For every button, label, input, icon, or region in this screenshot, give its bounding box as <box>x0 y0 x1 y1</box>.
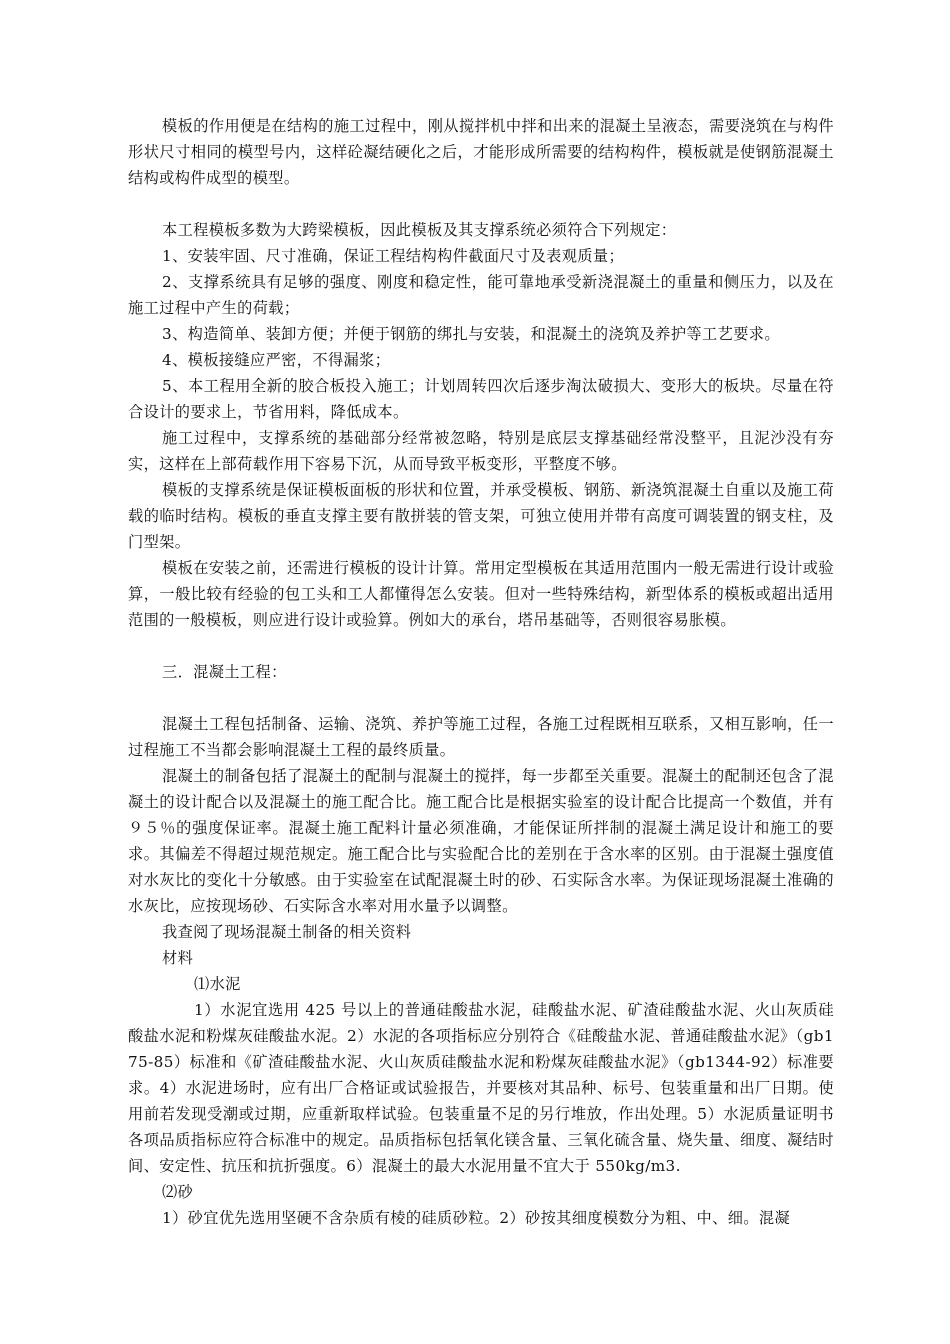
paragraph-design-calculation: 模板在安装之前，还需进行模板的设计计算。常用定型模板在其适用范围内一般无需进行设计或验算，一般比较有经验的包工头和工人都懂得怎么安装。但对一些特殊结构，新型体系的模板或超出适用范围的一般模板，则应进行设计或验算。例如大的承台，塔吊基础等，否则很容易胀模。 <box>128 559 834 629</box>
paragraph-concrete-process: 混凝土工程包括制备、运输、浇筑、养护等施工过程，各施工过程既相互联系，又相互影响，任一过程施工不当都会影响混凝土工程的最终质量。 <box>128 715 834 759</box>
rule-item-4: 4、模板接缝应严密，不得漏浆； <box>162 351 391 369</box>
paragraph-cement-requirements: 1）水泥宜选用 425 号以上的普通硅酸盐水泥，硅酸盐水泥、矿渣硅酸盐水泥、火山灰质硅酸盐水泥和粉煤灰硅酸盐水泥。2）水泥的各项指标应分别符合《硅酸盐水泥、普通硅酸盐水泥》（gb175-85）标准和《矿渣硅酸盐水泥、火山灰质硅酸盐水泥和粉煤灰硅酸盐水泥》（gb1344-92）标准要求。4）水泥进场时，应有出厂合格证或试验报告，并要核对其品种、标号、包装重量和出厂日期。使用前若发现受潮或过期，应重新取样试验。包装重量不足的另行堆放，作出处理。5）水泥质量证明书各项品质指标应符合标准中的规定。品质指标包括氧化镁含量、三氧化硫含量、烧失量、细度、凝结时间、安定性、抗压和抗折强度。6）混凝土的最大水泥用量不宜大于 550kg/m3. <box>128 1001 834 1175</box>
section-heading-concrete: 三．混凝土工程： <box>162 663 287 681</box>
document-body <box>128 113 834 1231</box>
paragraph-formwork-purpose: 模板的作用便是在结构的施工过程中，刚从搅拌机中拌和出来的混凝土呈液态，需要浇筑在与构件形状尺寸相同的模型号内，这样砼凝结硬化之后，才能形成所需要的结构构件，模板就是使钢筋混凝土结构或构件成型的模型。 <box>128 117 834 187</box>
paragraph-materials-label: 材料 <box>162 949 194 967</box>
paragraph-concrete-preparation: 混凝土的制备包括了混凝土的配制与混凝土的搅拌，每一步都至关重要。混凝土的配制还包含了混凝土的设计配合以及混凝土的施工配合比。施工配合比是根据实验室的设计配合比提高一个数值，并有９５％的强度保证率。混凝土施工配料计量必须准确，才能保证所拌制的混凝土满足设计和施工的要求。其偏差不得超过规范规定。施工配合比与实验配合比的差别在于含水率的区别。由于混凝土强度值对水灰比的变化十分敏感。由于实验室在试配混凝土时的砂、石实际含水率。为保证现场混凝土准确的水灰比，应按现场砂、石实际含水率对用水量予以调整。 <box>128 767 834 915</box>
paragraph-sand-requirements: 1）砂宜优先选用坚硬不含杂质有棱的硅质砂粒。2）砂按其细度模数分为粗、中、细。混凝 <box>162 1209 791 1227</box>
rule-item-2: 2、支撑系统具有足够的强度、刚度和稳定性，能可靠地承受新浇混凝土的重量和侧压力，以及在施工过程中产生的荷载； <box>128 273 834 317</box>
rule-item-5: 5、本工程用全新的胶合板投入施工；计划周转四次后逐步淘汰破损大、变形大的板块。尽量在符合设计的要求上，节省用料，降低成本。 <box>128 377 834 421</box>
subheading-cement: ⑴水泥 <box>194 975 241 993</box>
blank-line <box>128 685 834 711</box>
paragraph-formwork-rules-intro: 本工程模板多数为大跨梁模板，因此模板及其支撑系统必须符合下列规定： <box>162 221 677 239</box>
rule-item-3: 3、构造简单、装卸方便；并便于钢筋的绑扎与安装，和混凝土的浇筑及养护等工艺要求。 <box>162 325 780 343</box>
paragraph-support-system: 模板的支撑系统是保证模板面板的形状和位置，并承受模板、钢筋、新浇筑混凝土自重以及施工荷载的临时结构。模板的垂直支撑主要有散拼装的管支架，可独立使用并带有高度可调装置的钢支柱，及门型架。 <box>128 481 834 551</box>
paragraph-support-foundation: 施工过程中，支撑系统的基础部分经常被忽略，特别是底层支撑基础经常没整平，且泥沙没有夯实，这样在上部荷载作用下容易下沉，从而导致平板变形，平整度不够。 <box>128 429 834 473</box>
blank-line <box>128 633 834 659</box>
subheading-sand: ⑵砂 <box>162 1183 194 1201</box>
rule-item-1: 1、安装牢固、尺寸准确，保证工程结构构件截面尺寸及表观质量； <box>162 247 625 265</box>
paragraph-reviewed-materials: 我查阅了现场混凝土制备的相关资料 <box>162 923 412 941</box>
blank-line <box>128 191 834 217</box>
